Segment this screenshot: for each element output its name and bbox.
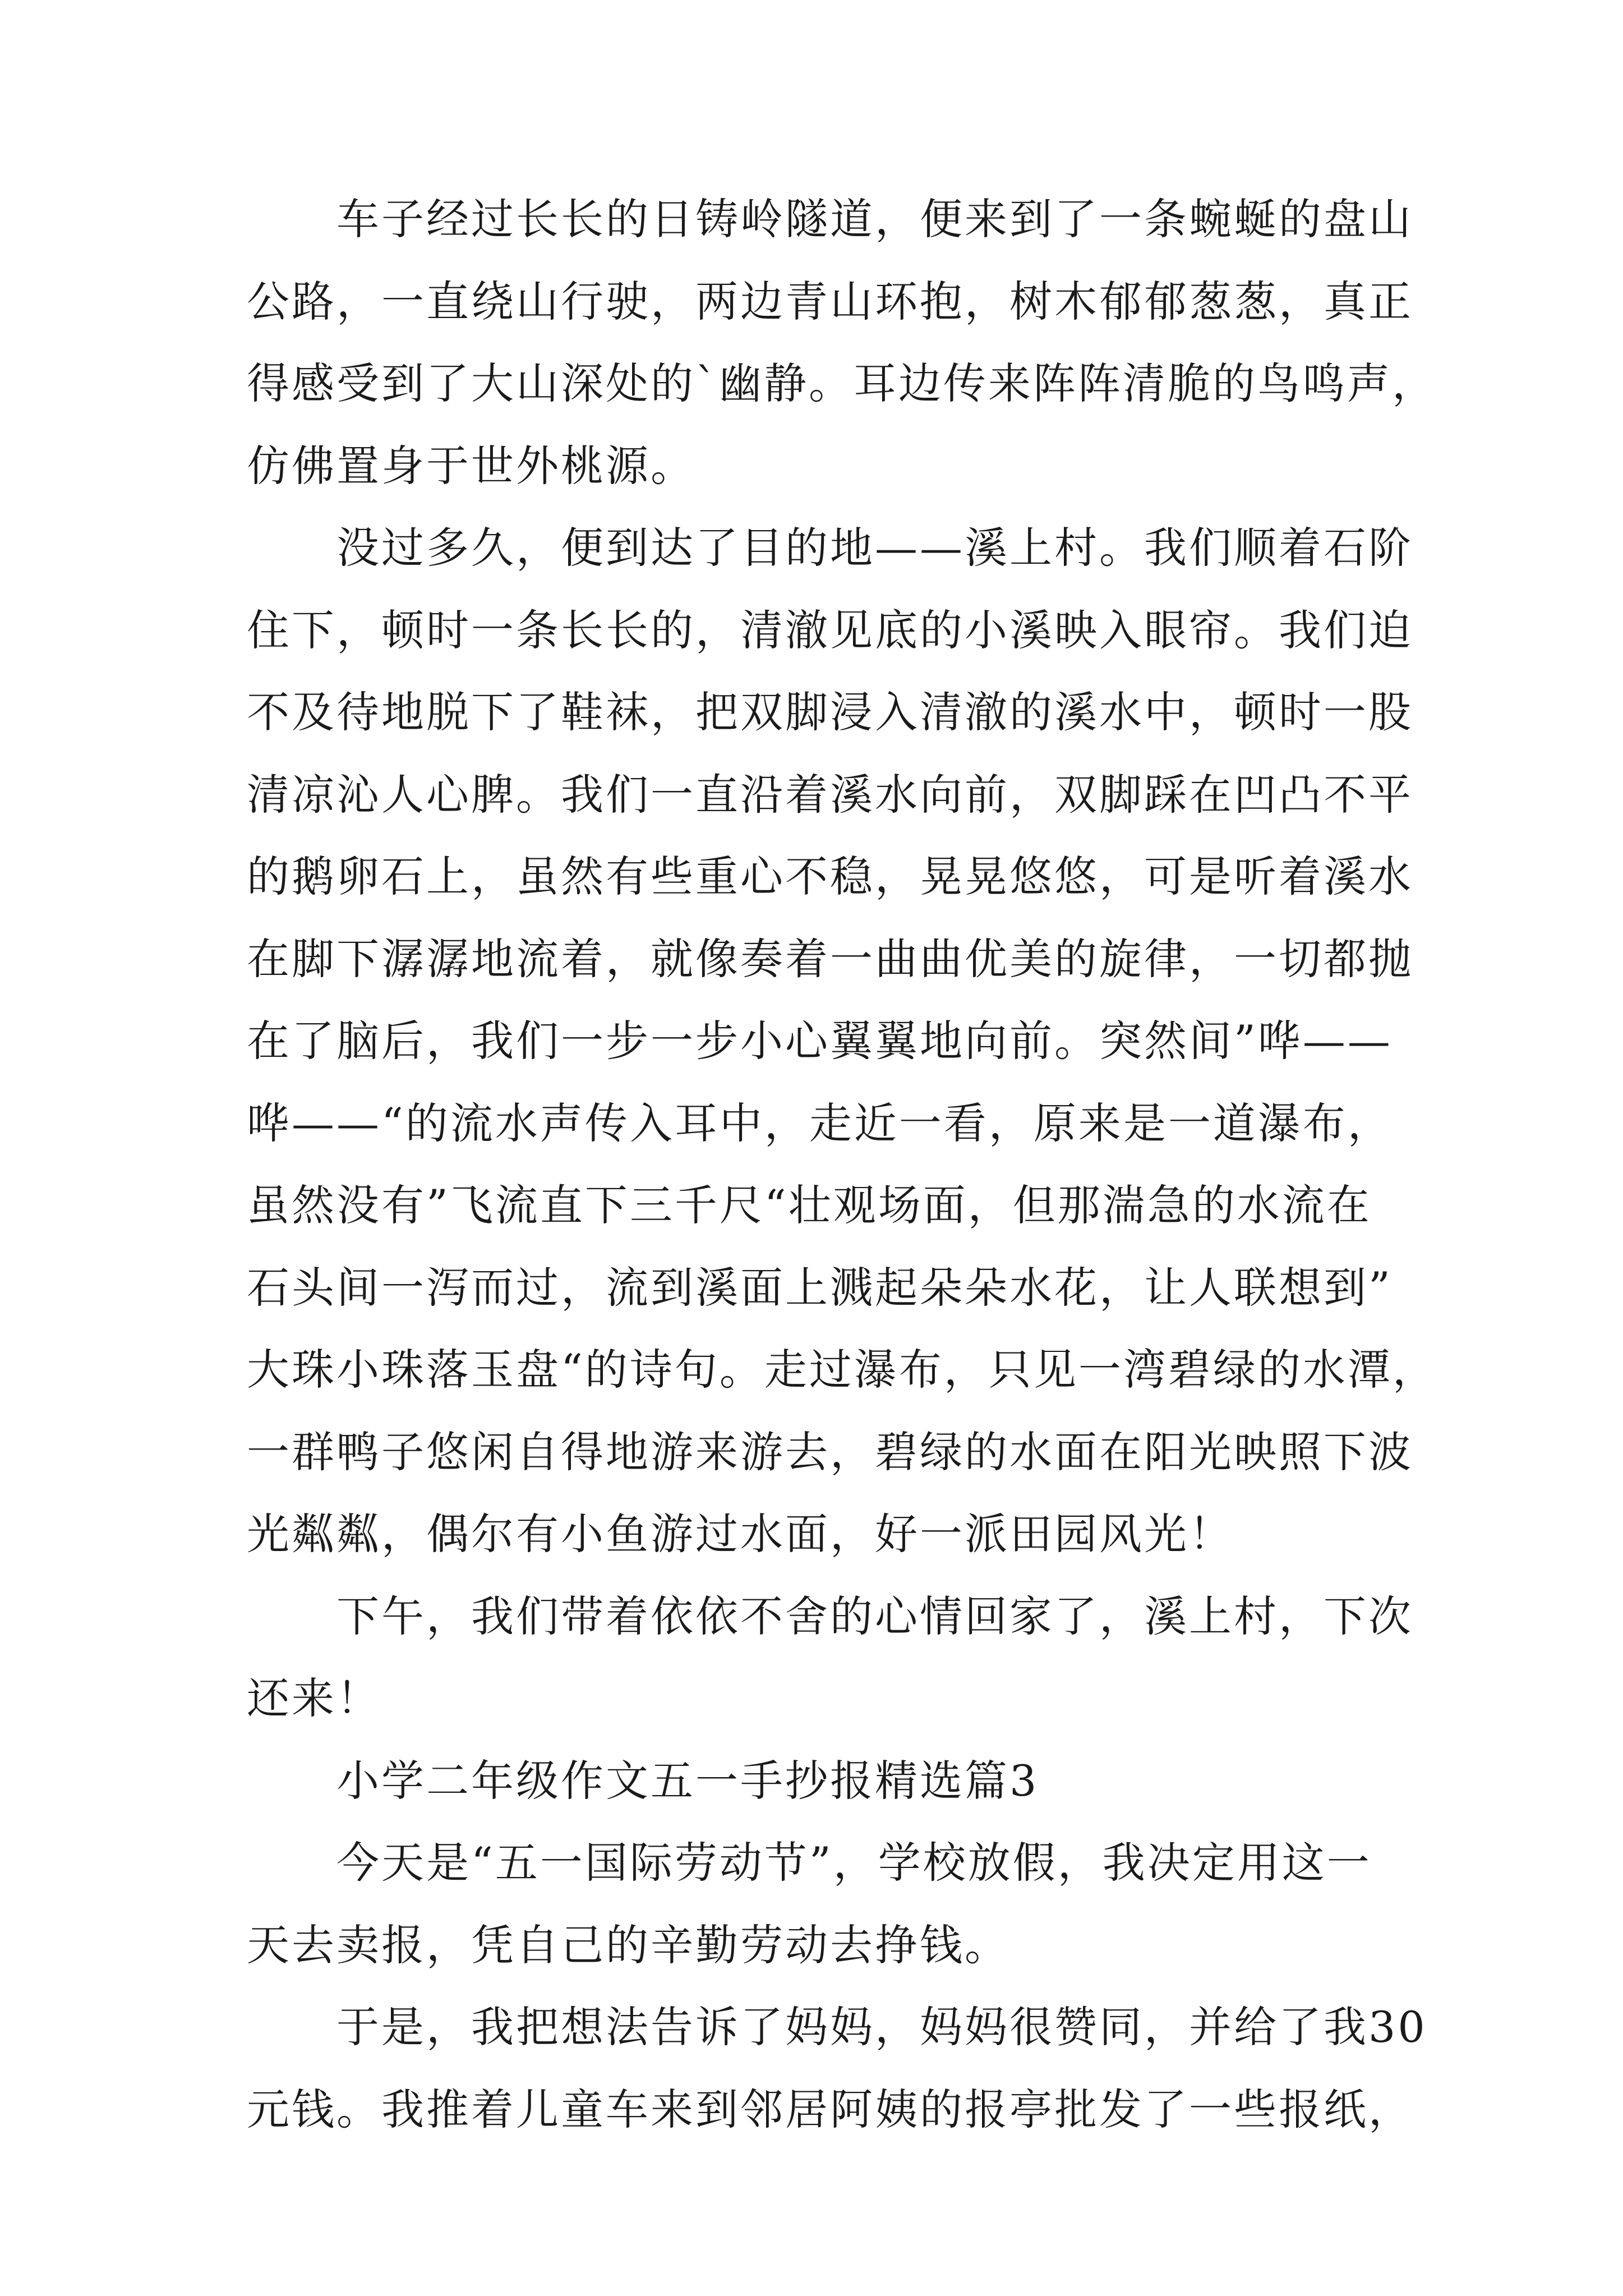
- text-line: 在脚下潺潺地流着，就像奏着一曲曲优美的旋律，一切都抛: [247, 933, 1413, 984]
- text-line: 于是，我把想法告诉了妈妈，妈妈很赞同，并给了我30: [336, 2002, 1427, 2052]
- text-line: 一群鸭子悠闲自得地游来游去，碧绿的水面在阳光映照下波: [247, 1427, 1413, 1477]
- text-line: 天去卖报，凭自己的辛勤劳动去挣钱。: [247, 1920, 1009, 1970]
- text-line: 清凉沁人心脾。我们一直沿着溪水向前，双脚踩在凹凸不平: [247, 769, 1413, 820]
- text-line: 没过多久，便到达了目的地——溪上村。我们顺着石阶: [336, 523, 1413, 573]
- text-line: 还来！: [247, 1673, 381, 1723]
- text-line: 虽然没有”飞流直下三千尺“壮观场面，但那湍急的水流在: [247, 1180, 1372, 1230]
- document-body: [247, 178, 1437, 2151]
- text-line: 光粼粼，偶尔有小鱼游过水面，好一派田园风光！: [247, 1509, 1234, 1559]
- text-line: 在了脑后，我们一步一步小心翼翼地向前。突然间”哗——: [247, 1016, 1393, 1066]
- text-line: 仿佛置身于世外桃源。: [247, 440, 695, 491]
- text-line: 不及待地脱下了鞋袜，把双脚浸入清澈的溪水中，顿时一股: [247, 687, 1413, 737]
- text-line: 住下，顿时一条长长的，清澈见底的小溪映入眼帘。我们迫: [247, 605, 1413, 655]
- text-line: 公路，一直绕山行驶，两边青山环抱，树木郁郁葱葱，真正: [247, 276, 1413, 326]
- text-line: 哗——“的流水声传入耳中，走近一看，原来是一道瀑布，: [247, 1098, 1393, 1148]
- text-line: 今天是“五一国际劳动节”，学校放假，我决定用这一: [336, 1838, 1372, 1888]
- text-line: 元钱。我推着儿童车来到邻居阿姨的报亭批发了一些报纸，: [247, 2084, 1413, 2134]
- text-line: 下午，我们带着依依不舍的心情回家了，溪上村，下次: [336, 1591, 1413, 1641]
- section-heading: 小学二年级作文五一手抄报精选篇3: [336, 1755, 1039, 1806]
- text-line: 得感受到了大山深处的`幽静。耳边传来阵阵清脆的鸟鸣声，: [247, 358, 1437, 408]
- text-line: 石头间一泻而过，流到溪面上溅起朵朵水花，让人联想到”: [247, 1262, 1393, 1313]
- text-line: 车子经过长长的日铸岭隧道，便来到了一条蜿蜒的盘山: [336, 194, 1413, 244]
- text-line: 大珠小珠落玉盘“的诗句。走过瀑布，只见一湾碧绿的水潭，: [247, 1345, 1437, 1395]
- text-line: 的鹅卵石上，虽然有些重心不稳，晃晃悠悠，可是听着溪水: [247, 852, 1413, 901]
